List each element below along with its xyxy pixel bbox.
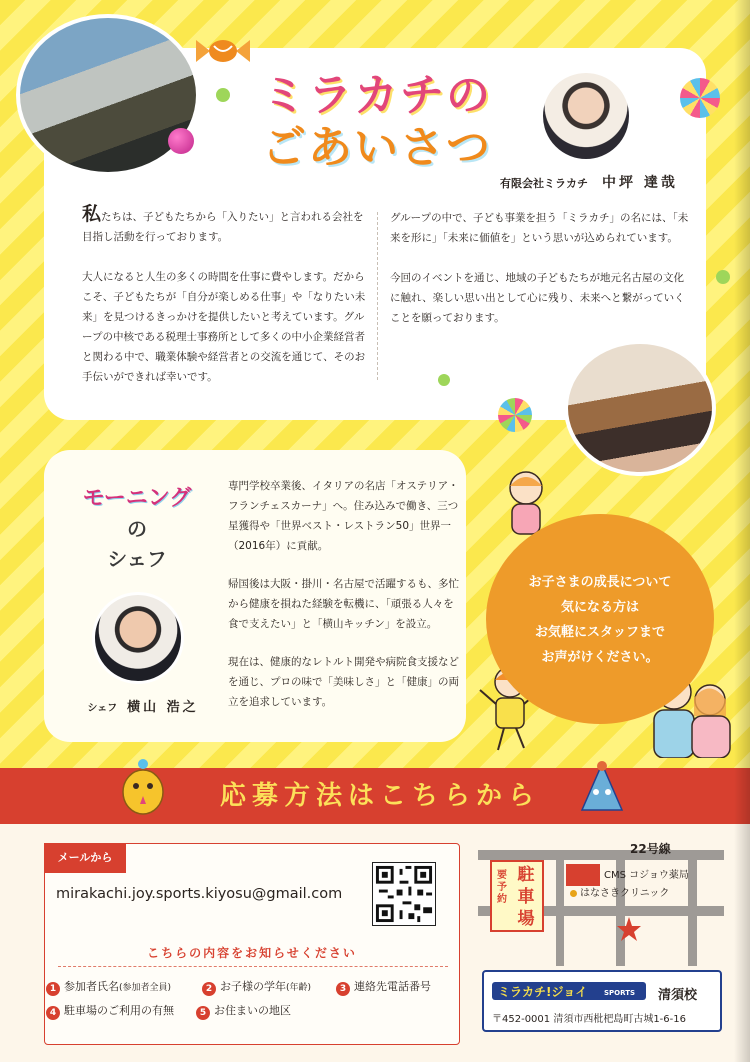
chef-title-line1: モーニング	[82, 486, 192, 511]
item-label: 連絡先電話番号	[354, 980, 431, 993]
item-note: (参加者全員)	[119, 983, 172, 993]
star-mascot-icon	[118, 758, 168, 816]
greeting-paragraph-4: 今回のイベントを通じ、地域の子どもたちが地元名古屋の文化に触れ、楽しい思い出として心に残り、未来へと繋がっていくことを願っております。	[390, 272, 685, 324]
item-number: 4	[46, 1006, 60, 1020]
required-item-1	[46, 979, 171, 996]
notice-title: こちらの内容をお知らせください	[147, 946, 357, 960]
item-note: (年齢)	[286, 983, 312, 993]
chef-title-line3: シェフ	[107, 547, 167, 571]
item-number: 3	[336, 982, 350, 996]
qr-code[interactable]	[372, 862, 436, 926]
contact-staff-text	[500, 570, 700, 670]
photo-mother-child-eating	[564, 340, 716, 476]
swirl-candy-icon	[498, 398, 532, 432]
item-label: 駐車場のご利用の有無	[64, 1004, 174, 1017]
required-item-5	[196, 1003, 291, 1020]
candy-ball-icon	[168, 128, 194, 154]
pharmacy-label: CMS コジョウ薬局	[604, 870, 689, 881]
mirakachi-joy-sports-logo	[492, 980, 646, 1002]
greeting-paragraph-3: グループの中で、子ども事業を担う「ミラカチ」の名には、「未来を形に」「未来に価値を」という思いが込められています。	[390, 212, 689, 244]
chef-title	[72, 484, 202, 574]
company-name: 有限会社ミラカチ	[500, 177, 588, 190]
item-label: お子様の学年	[220, 980, 286, 993]
candy-dot-icon	[716, 270, 730, 284]
greeting-paragraph-1-text: たちは、子どもたちから「入りたい」と言われる会社を目指し活動を行っております。	[82, 211, 364, 243]
greeting-paragraph-1	[82, 204, 372, 247]
ceo-name: 中坪 達哉	[602, 175, 678, 191]
contact-staff-line4: お声がけください。	[541, 650, 659, 665]
candy-dot-icon	[216, 88, 230, 102]
item-label: 参加者氏名	[64, 980, 119, 993]
pharmacy-marker	[566, 864, 600, 886]
required-item-2	[202, 979, 311, 996]
email-tab: メールから	[44, 843, 126, 873]
contact-staff-line3: お気軽にスタッフまで	[534, 625, 665, 640]
greeting-left-column	[82, 204, 372, 407]
clinic-dot	[570, 890, 577, 897]
logo-sports-text: SPORTS	[604, 989, 636, 997]
apply-banner-title: 応募方法はこちらから	[219, 781, 540, 811]
notice-divider	[58, 966, 448, 967]
greeting-right-column	[390, 208, 690, 348]
ceo-caption	[500, 172, 700, 192]
item-number: 5	[196, 1006, 210, 1020]
contact-staff-line2: 気になる方は	[560, 600, 639, 615]
chef-role: シェフ	[87, 703, 118, 714]
required-item-3	[336, 979, 431, 996]
chef-caption	[78, 696, 208, 715]
greeting-title-line2: ごあいさつ	[262, 122, 492, 173]
item-label: お住まいの地区	[214, 1004, 291, 1017]
parking-reservation-note: 要予約	[497, 870, 507, 905]
drop-cap: 私	[82, 203, 102, 225]
blue-mascot-icon	[576, 760, 628, 816]
email-address[interactable]: mirakachi.joy.sports.kiyosu@gmail.com	[56, 886, 343, 902]
school-name: 清須校	[658, 988, 698, 1003]
lollipop-icon	[680, 78, 720, 118]
chef-name: 横山 浩之	[127, 700, 199, 715]
clinic-label: はなさきクリニック	[580, 888, 670, 899]
chef-title-line2: の	[127, 517, 147, 541]
required-item-4	[46, 1003, 174, 1020]
parking-marker	[490, 860, 544, 932]
page-edge-shadow	[734, 0, 750, 1062]
item-number: 2	[202, 982, 216, 996]
wrapped-candy-icon	[196, 34, 250, 68]
chef-portrait	[92, 592, 184, 684]
ceo-portrait	[540, 70, 632, 162]
chef-bio	[228, 476, 464, 730]
item-number: 1	[46, 982, 60, 996]
chef-bio-paragraph-3: 現在は、健康的なレトルト開発や病院食支援などを通じ、プロの味で「美味しさ」と「健康」の両立を追求しています。	[228, 656, 459, 708]
greeting-title-line1: ミラカチの	[262, 70, 492, 121]
school-address: 〒452-0001 清須市西枇杷島町古城1-6-16	[492, 1014, 686, 1025]
location-star-icon	[616, 916, 642, 942]
chef-bio-paragraph-2: 帰国後は大阪・掛川・名古屋で活躍するも、多忙から健康を損ねた経験を転機に、「頑張る人々を食で支えたい」と「横山キッチン」を設立。	[228, 578, 459, 630]
column-divider	[377, 212, 378, 380]
parking-label: 駐車場	[517, 865, 535, 929]
greeting-paragraph-2: 大人になると人生の多くの時間を仕事に費やします。だからこそ、子どもたちが「自分が楽しめる仕事」や「なりたい未来」を見つけるきっかけを提供したいと考えています。グループの中核である税理士事務所として多くの中小企業経営者と関わる中で、職業体験や経営者との交流を通じて、そのお手伝いができれば幸いです。	[82, 271, 366, 383]
photo-person-throwing	[16, 14, 200, 176]
contact-staff-line1: お子さまの成長について	[528, 575, 672, 590]
greeting-title	[262, 70, 522, 174]
chef-bio-paragraph-1: 専門学校卒業後、イタリアの名店「オステリア・フランチェスカーナ」へ。住み込みで働き、三つ星獲得や「世界ベスト・レストラン50」世界一（2016年）に貢献。	[228, 480, 459, 552]
logo-text: ミラカチ!ジョイ	[498, 985, 588, 999]
road-22-label: 22号線	[630, 842, 671, 856]
candy-dot-icon	[438, 374, 450, 386]
